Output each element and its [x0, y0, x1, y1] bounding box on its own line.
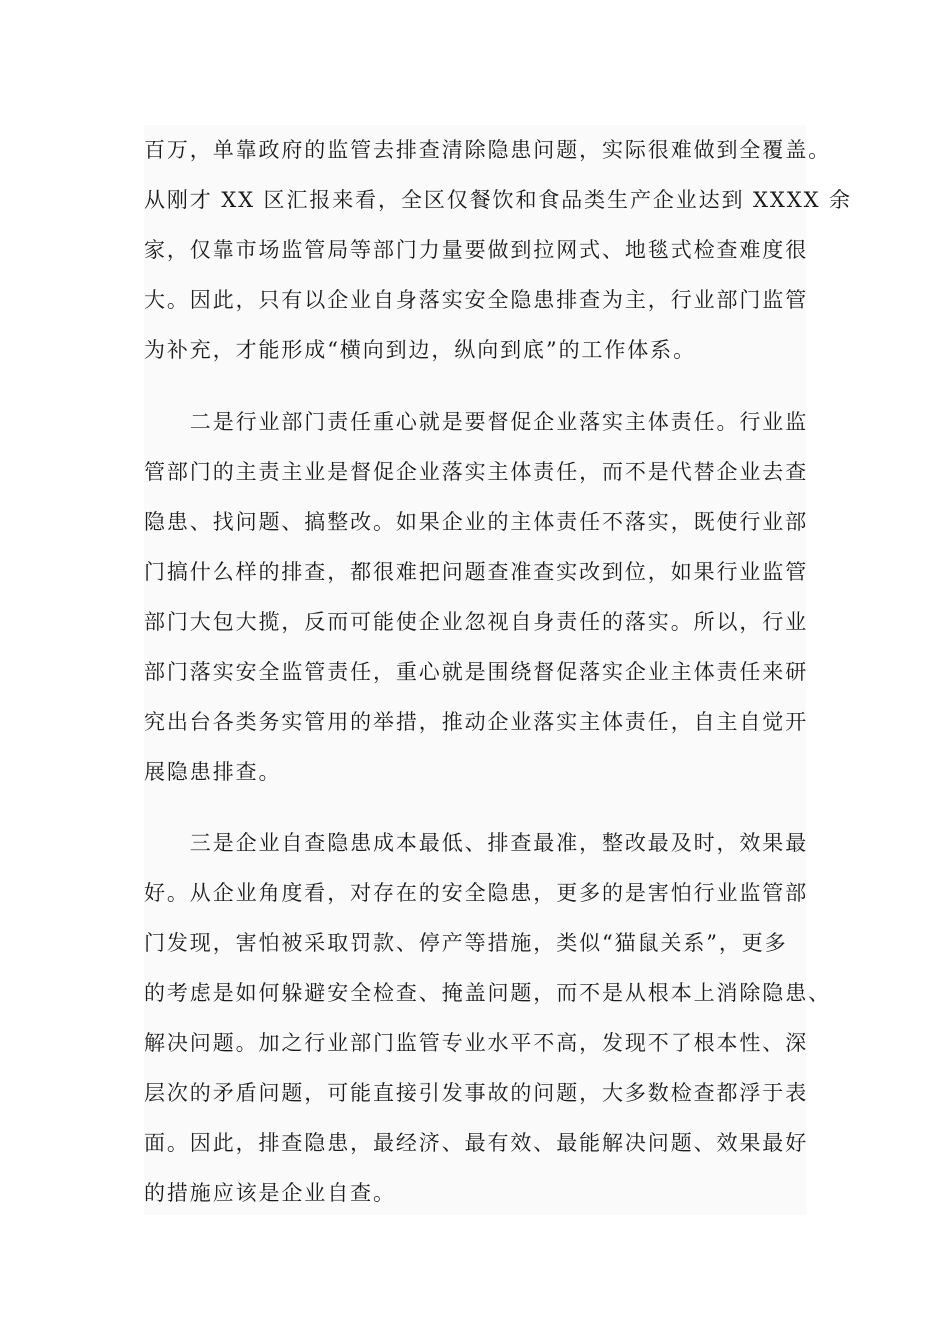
- text-line: 三是企业自查隐患成本最低、排查最准，整改最及时，效果最: [144, 831, 809, 855]
- document-body: [144, 125, 852, 1215]
- paragraph-2: [144, 397, 809, 797]
- paragraph-1: [144, 125, 852, 375]
- text-line: 面。因此，排查隐患，最经济、最有效、最能解决问题、效果最好: [144, 1131, 809, 1155]
- text-line: 部门落实安全监管责任，重心就是围绕督促落实企业主体责任来研: [144, 660, 809, 684]
- text-line: 门发现，害怕被采取罚款、停产等措施，类似“猫鼠关系”，更多: [144, 931, 788, 955]
- text-line: 百万，单靠政府的监管去排查清除隐患问题，实际很难做到全覆盖。: [144, 138, 831, 162]
- text-line: 门搞什么样的排查，都很难把问题查准查实改到位，如果行业监管: [144, 560, 809, 584]
- text-line: 的考虑是如何躲避安全检查、掩盖问题，而不是从根本上消除隐患、: [144, 981, 831, 1005]
- text-line: 为补充，才能形成“横向到边，纵向到底”的工作体系。: [144, 338, 696, 362]
- paragraph-3: [144, 818, 831, 1218]
- text-line: 管部门的主责主业是督促企业落实主体责任，而不是代替企业去查: [144, 460, 809, 484]
- text-line: 层次的矛盾问题，可能直接引发事故的问题，大多数检查都浮于表: [144, 1081, 809, 1105]
- text-line: 家，仅靠市场监管局等部门力量要做到拉网式、地毯式检查难度很: [144, 238, 809, 262]
- text-line: 究出台各类务实管用的举措，推动企业落实主体责任，自主自觉开: [144, 710, 809, 734]
- text-line: 好。从企业角度看，对存在的安全隐患，更多的是害怕行业监管部: [144, 881, 809, 905]
- text-line: 隐患、找问题、搞整改。如果企业的主体责任不落实，既使行业部: [144, 510, 809, 534]
- text-line: 解决问题。加之行业部门监管专业水平不高，发现不了根本性、深: [144, 1031, 809, 1055]
- text-line: 从刚才 XX 区汇报来看，全区仅餐饮和食品类生产企业达到 XXXX 余: [144, 188, 852, 212]
- text-line: 的措施应该是企业自查。: [144, 1181, 396, 1205]
- text-line: 二是行业部门责任重心就是要督促企业落实主体责任。行业监: [144, 410, 809, 434]
- text-line: 大。因此，只有以企业自身落实安全隐患排查为主，行业部门监管: [144, 288, 809, 312]
- text-line: 部门大包大揽，反而可能使企业忽视自身责任的落实。所以，行业: [144, 610, 809, 634]
- text-line: 展隐患排查。: [144, 760, 282, 784]
